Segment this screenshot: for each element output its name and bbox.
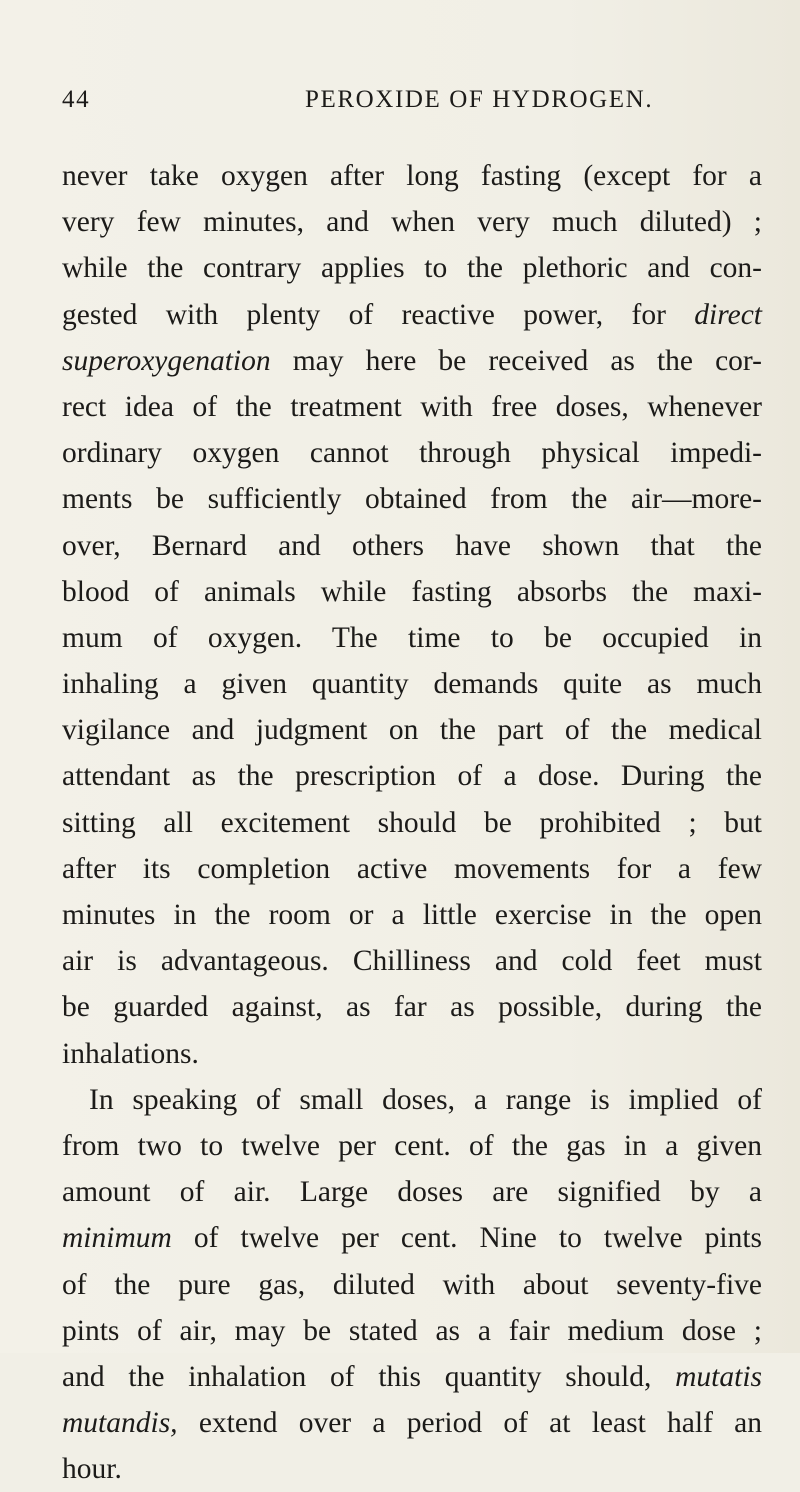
page-header xyxy=(62,86,762,126)
text-run: and the inhalation of this quantity should, xyxy=(62,1360,676,1393)
italic-term: minimum xyxy=(62,1222,172,1255)
text-line xyxy=(62,1354,762,1400)
text-run: of twelve per cent. Nine to twelve pints xyxy=(171,1222,762,1255)
text-line: amount of air. Large doses are signified by a xyxy=(62,1176,762,1209)
text-line: while the contrary applies to the plethoric and con- xyxy=(62,252,762,285)
text-line: rect idea of the treatment with free doses, whenever xyxy=(62,390,762,423)
text-line xyxy=(62,1215,762,1261)
italic-term: superoxygenation xyxy=(62,344,271,377)
text-line: of the pure gas, diluted with about seventy-five xyxy=(62,1268,762,1301)
text-line: blood of animals while fasting absorbs the maxi- xyxy=(62,575,762,608)
text-line: from two to twelve per cent. of the gas in a given xyxy=(62,1129,762,1162)
text-line xyxy=(62,292,762,338)
text-line: after its completion active movements for a few xyxy=(62,852,762,885)
text-line: pints of air, may be stated as a fair medium dose ; xyxy=(62,1314,762,1347)
text-line xyxy=(62,338,762,384)
body-text xyxy=(62,153,762,1492)
text-line: ments be sufficiently obtained from the air—more- xyxy=(62,483,762,516)
text-line: be guarded against, as far as possible, during the xyxy=(62,991,762,1024)
text-line: vigilance and judgment on the part of the medical xyxy=(62,714,762,747)
italic-term: mutatis xyxy=(675,1360,762,1393)
text-line xyxy=(62,1400,762,1446)
italic-term: mutandis, xyxy=(62,1407,178,1440)
text-line: inhalations. xyxy=(62,1037,199,1070)
text-line: very few minutes, and when very much diluted) ; xyxy=(62,206,762,239)
italic-term: direct xyxy=(694,298,762,331)
text-line: In speaking of small doses, a range is implied of xyxy=(89,1083,762,1116)
text-run: may here be received as the cor- xyxy=(270,344,762,377)
text-line: air is advantageous. Chilliness and cold feet must xyxy=(62,945,762,978)
text-run: gested with plenty of reactive power, for xyxy=(62,298,695,331)
text-line: minutes in the room or a little exercise in the open xyxy=(62,899,762,931)
text-line: sitting all excitement should be prohibited ; but xyxy=(62,806,762,839)
text-line: inhaling a given quantity demands quite as much xyxy=(62,668,762,701)
text-line: attendant as the prescription of a dose. During the xyxy=(62,760,762,793)
text-line: mum of oxygen. The time to be occupied in xyxy=(62,621,762,654)
running-head: PEROXIDE OF HYDROGEN. xyxy=(305,86,654,113)
text-line: hour. xyxy=(62,1453,122,1486)
text-line: never take oxygen after long fasting (except for a xyxy=(62,160,762,192)
text-line: ordinary oxygen cannot through physical impedi- xyxy=(62,437,762,470)
text-line: over, Bernard and others have shown that the xyxy=(62,529,762,562)
text-run: extend over a period of at least half an xyxy=(177,1407,762,1440)
page-number: 44 xyxy=(62,86,91,113)
